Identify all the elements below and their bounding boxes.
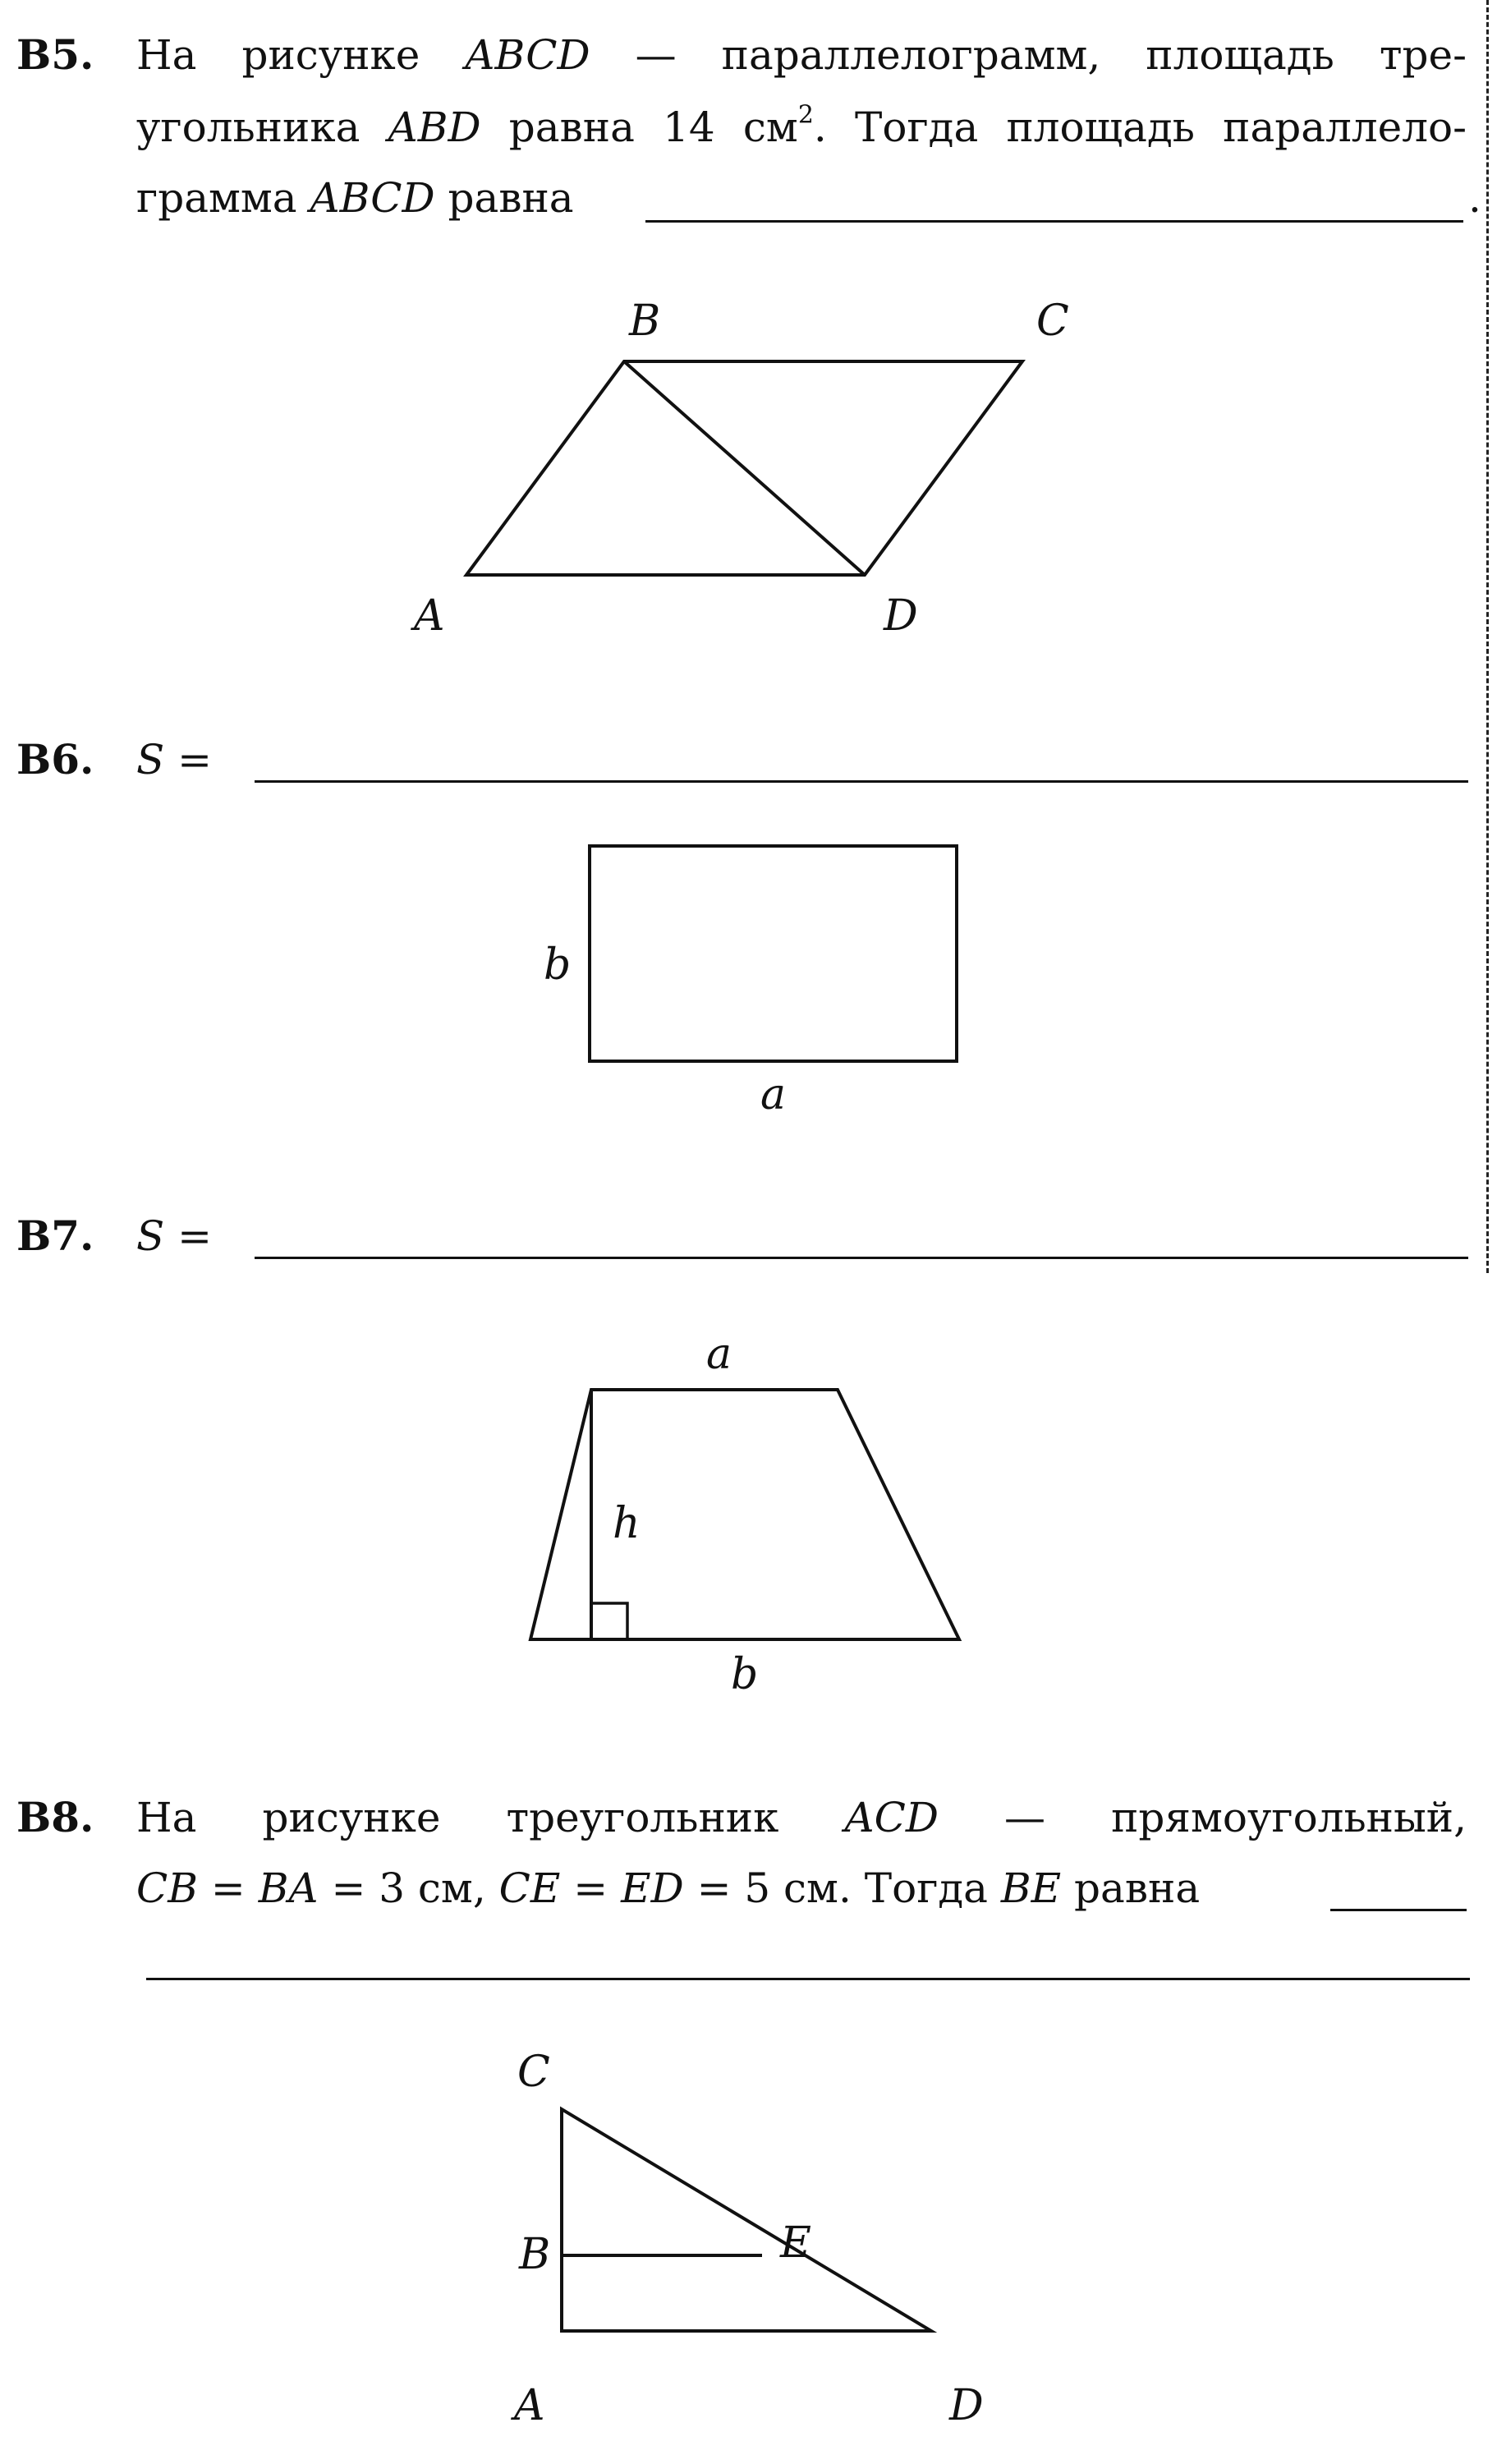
task-text-line-2: CB = BA = 3 см, CE = ED = 5 см. Тогда BE равна: [136, 1864, 1201, 1912]
side-label-a: a: [760, 1070, 787, 1119]
formula-label: S =: [136, 736, 213, 784]
task-text-line-2: угольника ABD равна 14 $см^2$. Тогда площадь параллело-: [136, 100, 1467, 151]
side-label-b: b: [544, 940, 572, 990]
vertex-label-d: D: [949, 2381, 984, 2430]
height-label-h: h: [613, 1499, 641, 1548]
task-number: B7.: [16, 1211, 94, 1260]
task-number: B6.: [16, 735, 94, 784]
triangle-acd: [562, 2109, 931, 2331]
vertex-label-c: C: [1036, 297, 1069, 346]
side-label-a: a: [706, 1330, 732, 1379]
task-number: B8.: [16, 1793, 94, 1841]
vertex-label-b: B: [519, 2230, 551, 2279]
task-text-line-3: грамма ABCD равна: [136, 174, 574, 222]
vertex-label-a: A: [514, 2381, 545, 2430]
period: .: [1468, 174, 1481, 222]
side-label-b: b: [731, 1650, 759, 1699]
vertex-label-a: A: [414, 591, 445, 641]
vertex-label-b: B: [629, 297, 661, 346]
task-text-line-1: На рисунке ABCD — параллелограмм, площадь тре-: [136, 31, 1467, 79]
vertex-label-e: E: [780, 2218, 811, 2268]
task-text-line-1: На рисунке треугольник ACD — прямоугольный,: [136, 1794, 1467, 1841]
vertex-label-d: D: [884, 591, 918, 641]
vertex-label-c: C: [517, 2048, 550, 2097]
task-number: B5.: [16, 30, 94, 79]
formula-label: S =: [136, 1212, 213, 1260]
